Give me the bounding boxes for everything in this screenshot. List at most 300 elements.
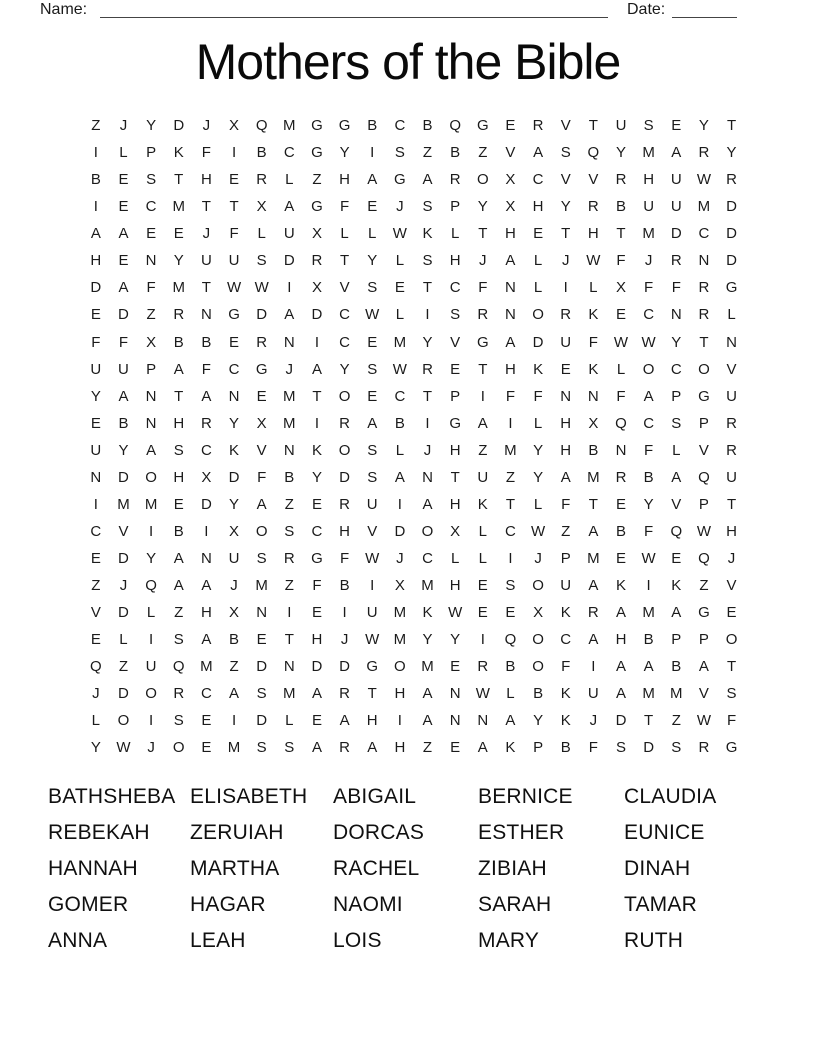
grid-letter: X bbox=[505, 198, 516, 216]
grid-letter: K bbox=[477, 495, 488, 513]
grid-letter: F bbox=[561, 495, 571, 513]
grid-letter: I bbox=[370, 144, 375, 162]
grid-letter: T bbox=[478, 225, 488, 243]
grid-letter: E bbox=[367, 198, 378, 216]
word-item: MARTHA bbox=[190, 857, 280, 880]
grid-letter: Y bbox=[118, 441, 129, 459]
grid-letter: A bbox=[201, 631, 212, 649]
grid-letter: D bbox=[283, 252, 295, 270]
grid-letter: K bbox=[422, 604, 433, 622]
grid-letter: K bbox=[533, 360, 544, 378]
grid-letter: C bbox=[283, 144, 295, 162]
grid-letter: M bbox=[697, 198, 711, 216]
grid-letter: C bbox=[670, 360, 682, 378]
grid-letter: M bbox=[642, 604, 655, 622]
grid-letter: F bbox=[616, 252, 626, 270]
grid-letter: Y bbox=[615, 144, 626, 162]
grid-letter: D bbox=[339, 658, 350, 676]
grid-letter: Y bbox=[671, 333, 682, 351]
grid-letter: K bbox=[173, 144, 184, 162]
grid-letter: U bbox=[726, 468, 737, 486]
word-item: DORCAS bbox=[333, 821, 425, 844]
grid-letter: Y bbox=[229, 414, 240, 432]
grid-letter: E bbox=[146, 225, 157, 243]
grid-letter: O bbox=[338, 441, 351, 459]
grid-letter: E bbox=[173, 225, 184, 243]
grid-letter: C bbox=[643, 306, 655, 324]
grid-letter: G bbox=[476, 333, 489, 351]
grid-letter: A bbox=[146, 441, 157, 459]
grid-letter: D bbox=[256, 306, 268, 324]
grid-letter: N bbox=[505, 279, 516, 297]
grid-letter: F bbox=[91, 333, 101, 351]
word-item: NAOMI bbox=[333, 893, 403, 916]
grid-letter: B bbox=[643, 631, 654, 649]
grid-letter: N bbox=[200, 306, 212, 324]
grid-letter: S bbox=[367, 279, 378, 297]
grid-letter: R bbox=[726, 171, 737, 189]
word-item: LEAH bbox=[190, 929, 246, 952]
grid-letter: D bbox=[228, 468, 240, 486]
grid-letter: R bbox=[726, 441, 737, 459]
grid-letter: K bbox=[560, 712, 571, 730]
grid-letter: Y bbox=[90, 739, 101, 757]
grid-letter: D bbox=[256, 658, 268, 676]
grid-letter: R bbox=[339, 685, 350, 703]
grid-letter: U bbox=[228, 252, 240, 270]
grid-letter: Z bbox=[505, 468, 516, 486]
grid-letter: P bbox=[560, 550, 571, 568]
grid-letter: I bbox=[231, 144, 237, 162]
grid-letter: B bbox=[201, 333, 212, 351]
grid-letter: X bbox=[146, 333, 157, 351]
grid-letter: L bbox=[119, 631, 128, 649]
grid-letter: N bbox=[698, 252, 710, 270]
grid-letter: A bbox=[201, 387, 212, 405]
grid-letter: I bbox=[314, 414, 320, 432]
grid-letter: G bbox=[725, 739, 738, 757]
grid-letter: P bbox=[450, 198, 461, 216]
grid-letter: R bbox=[311, 252, 323, 270]
grid-letter: X bbox=[311, 225, 322, 243]
grid-letter: E bbox=[229, 333, 240, 351]
grid-letter: G bbox=[449, 414, 461, 432]
grid-letter: Z bbox=[699, 577, 709, 595]
grid-letter: U bbox=[90, 441, 102, 459]
grid-letter: D bbox=[311, 658, 323, 676]
grid-letter: Q bbox=[698, 468, 710, 486]
grid-letter: G bbox=[338, 117, 351, 135]
grid-letter: F bbox=[644, 279, 654, 297]
word-list-column bbox=[190, 781, 333, 961]
grid-letter: N bbox=[670, 306, 682, 324]
grid-letter: O bbox=[117, 712, 130, 730]
grid-letter: B bbox=[173, 333, 184, 351]
grid-letter: K bbox=[560, 604, 571, 622]
grid-letter: M bbox=[144, 495, 158, 513]
grid-letter: N bbox=[615, 441, 627, 459]
grid-letter: W bbox=[696, 522, 711, 540]
grid-letter: L bbox=[395, 441, 405, 459]
grid-letter: X bbox=[311, 279, 322, 297]
word-list-column bbox=[333, 781, 478, 961]
grid-letter: T bbox=[726, 658, 737, 676]
grid-letter: G bbox=[476, 117, 489, 135]
grid-letter: R bbox=[256, 333, 268, 351]
grid-letter: W bbox=[392, 225, 407, 243]
grid-letter: S bbox=[726, 685, 737, 703]
grid-letter: W bbox=[365, 306, 380, 324]
grid-letter: T bbox=[726, 495, 737, 513]
grid-letter: Z bbox=[561, 522, 571, 540]
grid-letter: A bbox=[615, 604, 626, 622]
grid-letter: D bbox=[726, 252, 737, 270]
grid-letter: F bbox=[505, 387, 516, 405]
grid-letter: L bbox=[368, 225, 377, 243]
grid-letter: W bbox=[641, 550, 656, 568]
grid-letter: C bbox=[532, 171, 544, 189]
grid-letter: F bbox=[118, 333, 129, 351]
word-item: ZIBIAH bbox=[478, 857, 547, 880]
grid-letter: S bbox=[367, 360, 378, 378]
grid-letter: U bbox=[366, 604, 378, 622]
grid-letter: S bbox=[671, 414, 682, 432]
grid-letter: S bbox=[146, 171, 157, 189]
grid-letter: A bbox=[422, 495, 433, 513]
grid-letter: L bbox=[450, 550, 460, 568]
grid-letter: R bbox=[615, 171, 627, 189]
grid-letter: Z bbox=[312, 171, 322, 189]
grid-letter: U bbox=[615, 117, 627, 135]
grid-letter: H bbox=[449, 495, 461, 513]
grid-letter: P bbox=[698, 414, 709, 432]
grid-letter: Q bbox=[615, 414, 627, 432]
grid-letter: F bbox=[616, 387, 626, 405]
grid-letter: P bbox=[671, 387, 682, 405]
grid-letter: S bbox=[256, 550, 267, 568]
grid-letter: I bbox=[93, 198, 98, 216]
grid-letter: Y bbox=[533, 441, 544, 459]
grid-letter: L bbox=[533, 414, 543, 432]
grid-letter: V bbox=[698, 685, 709, 703]
grid-letter: C bbox=[449, 279, 461, 297]
grid-letter: Q bbox=[587, 144, 600, 162]
grid-letter: M bbox=[283, 117, 296, 135]
grid-letter: D bbox=[118, 550, 129, 568]
grid-letter: A bbox=[698, 658, 709, 676]
grid-letter: E bbox=[367, 333, 378, 351]
grid-letter: X bbox=[505, 171, 516, 189]
grid-letter: A bbox=[615, 685, 626, 703]
grid-letter: U bbox=[726, 387, 737, 405]
grid-letter: Y bbox=[450, 631, 461, 649]
grid-letter: T bbox=[422, 387, 433, 405]
grid-letter: E bbox=[560, 360, 571, 378]
grid-letter: A bbox=[118, 387, 129, 405]
grid-letter: O bbox=[145, 685, 157, 703]
grid-letter: B bbox=[533, 685, 544, 703]
grid-letter: G bbox=[698, 604, 710, 622]
grid-letter: D bbox=[118, 685, 129, 703]
grid-letter: D bbox=[643, 739, 655, 757]
grid-letter: D bbox=[670, 225, 682, 243]
grid-letter: M bbox=[587, 468, 600, 486]
grid-letter: H bbox=[394, 685, 406, 703]
grid-letter: G bbox=[698, 387, 710, 405]
grid-letter: I bbox=[93, 495, 98, 513]
grid-letter: E bbox=[533, 225, 544, 243]
grid-letter: A bbox=[588, 522, 599, 540]
word-item: BATHSHEBA bbox=[48, 785, 176, 808]
grid-letter: I bbox=[397, 495, 402, 513]
grid-letter: A bbox=[284, 306, 295, 324]
grid-letter: W bbox=[696, 171, 711, 189]
grid-letter: Q bbox=[449, 117, 461, 135]
grid-letter: Z bbox=[174, 604, 184, 622]
grid-letter: G bbox=[394, 171, 406, 189]
grid-letter: C bbox=[90, 522, 102, 540]
grid-letter: K bbox=[505, 739, 516, 757]
grid-letter: R bbox=[173, 306, 185, 324]
grid-letter: L bbox=[478, 522, 487, 540]
grid-letter: X bbox=[256, 198, 267, 216]
grid-letter: O bbox=[532, 306, 544, 324]
grid-letter: U bbox=[118, 360, 129, 378]
word-item: GOMER bbox=[48, 893, 129, 916]
word-item: BERNICE bbox=[478, 785, 573, 808]
grid-letter: S bbox=[367, 468, 378, 486]
grid-letter: J bbox=[340, 631, 349, 649]
grid-letter: H bbox=[366, 712, 378, 730]
grid-letter: J bbox=[534, 550, 542, 568]
grid-letter: C bbox=[339, 306, 350, 324]
grid-letter: N bbox=[422, 468, 433, 486]
grid-letter: L bbox=[506, 685, 515, 703]
grid-letter: L bbox=[340, 225, 349, 243]
grid-letter: E bbox=[615, 306, 626, 324]
grid-letter: L bbox=[285, 171, 294, 189]
grid-letter: Z bbox=[478, 441, 488, 459]
grid-letter: R bbox=[477, 306, 489, 324]
grid-letter: R bbox=[449, 171, 461, 189]
grid-letter: N bbox=[726, 333, 737, 351]
grid-letter: V bbox=[339, 279, 350, 297]
grid-letter: E bbox=[118, 252, 129, 270]
grid-letter: J bbox=[202, 225, 211, 243]
grid-letter: E bbox=[201, 712, 212, 730]
grid-letter: F bbox=[340, 198, 350, 216]
grid-letter: Y bbox=[90, 387, 101, 405]
grid-letter: A bbox=[229, 685, 240, 703]
grid-letter: R bbox=[726, 414, 737, 432]
grid-letter: L bbox=[395, 252, 405, 270]
grid-letter: U bbox=[587, 685, 599, 703]
grid-letter: W bbox=[365, 550, 380, 568]
grid-letter: Y bbox=[477, 198, 488, 216]
grid-letter: L bbox=[450, 225, 460, 243]
grid-letter: I bbox=[397, 712, 402, 730]
word-item: EUNICE bbox=[624, 821, 705, 844]
grid-letter: J bbox=[644, 252, 653, 270]
word-item: HANNAH bbox=[48, 857, 138, 880]
grid-letter: I bbox=[563, 279, 568, 297]
grid-letter: Y bbox=[726, 144, 737, 162]
grid-letter: Y bbox=[339, 144, 350, 162]
grid-letter: I bbox=[370, 577, 375, 595]
grid-letter: Y bbox=[367, 252, 378, 270]
grid-letter: K bbox=[671, 577, 682, 595]
word-item: TAMAR bbox=[624, 893, 697, 916]
grid-letter: O bbox=[725, 631, 738, 649]
grid-letter: E bbox=[118, 171, 129, 189]
grid-letter: M bbox=[587, 550, 600, 568]
grid-letter: S bbox=[422, 198, 433, 216]
grid-letter: D bbox=[311, 306, 323, 324]
grid-letter: S bbox=[173, 712, 184, 730]
grid-letter: K bbox=[560, 685, 571, 703]
grid-letter: F bbox=[146, 279, 156, 297]
grid-letter: I bbox=[93, 144, 98, 162]
grid-letter: S bbox=[560, 144, 571, 162]
grid-letter: T bbox=[616, 225, 626, 243]
name-blank-line bbox=[100, 0, 608, 18]
grid-letter: I bbox=[204, 522, 209, 540]
grid-letter: E bbox=[394, 279, 405, 297]
grid-letter: F bbox=[201, 144, 211, 162]
grid-letter: A bbox=[505, 333, 516, 351]
grid-letter: K bbox=[311, 441, 322, 459]
grid-letter: H bbox=[173, 414, 185, 432]
grid-letter: A bbox=[643, 658, 654, 676]
grid-letter: M bbox=[642, 685, 655, 703]
grid-letter: E bbox=[201, 739, 212, 757]
grid-letter: N bbox=[145, 387, 157, 405]
grid-letter: J bbox=[202, 117, 211, 135]
grid-letter: I bbox=[591, 658, 596, 676]
grid-letter: W bbox=[475, 685, 490, 703]
grid-letter: I bbox=[231, 712, 237, 730]
grid-letter: Y bbox=[560, 198, 571, 216]
grid-letter: X bbox=[394, 577, 405, 595]
date-label: Date: bbox=[627, 1, 666, 18]
grid-letter: W bbox=[448, 604, 463, 622]
grid-letter: K bbox=[422, 225, 433, 243]
grid-letter: B bbox=[367, 117, 378, 135]
grid-letter: V bbox=[256, 441, 267, 459]
grid-letter: H bbox=[532, 198, 544, 216]
grid-letter: V bbox=[588, 171, 599, 189]
grid-letter: L bbox=[257, 225, 266, 243]
grid-letter: N bbox=[200, 550, 212, 568]
grid-letter: R bbox=[698, 306, 710, 324]
page-title: Mothers of the Bible bbox=[195, 34, 621, 90]
grid-letter: F bbox=[478, 279, 488, 297]
grid-letter: L bbox=[533, 495, 543, 513]
grid-letter: H bbox=[200, 604, 212, 622]
grid-letter: T bbox=[340, 252, 350, 270]
grid-letter: J bbox=[285, 360, 294, 378]
grid-letter: B bbox=[339, 577, 350, 595]
grid-letter: O bbox=[172, 739, 185, 757]
grid-letter: V bbox=[90, 604, 101, 622]
grid-letter: Z bbox=[146, 306, 156, 324]
grid-letter: H bbox=[449, 441, 461, 459]
grid-letter: D bbox=[118, 468, 129, 486]
grid-letter: H bbox=[339, 171, 350, 189]
grid-letter: E bbox=[367, 387, 378, 405]
grid-letter: A bbox=[615, 658, 626, 676]
grid-letter: Q bbox=[172, 658, 185, 676]
grid-letter: L bbox=[146, 604, 156, 622]
grid-letter: A bbox=[201, 577, 212, 595]
word-list-column bbox=[48, 781, 190, 961]
grid-letter: C bbox=[311, 522, 323, 540]
grid-letter: M bbox=[117, 495, 130, 513]
grid-letter: M bbox=[421, 577, 434, 595]
grid-letter: M bbox=[421, 658, 434, 676]
grid-letter: V bbox=[698, 441, 709, 459]
grid-letter: A bbox=[505, 712, 516, 730]
grid-letter: N bbox=[145, 252, 157, 270]
grid-letter: O bbox=[476, 171, 489, 189]
word-item: REBEKAH bbox=[48, 821, 150, 844]
grid-letter: R bbox=[698, 144, 710, 162]
grid-letter: A bbox=[588, 631, 599, 649]
grid-letter: B bbox=[560, 739, 571, 757]
grid-letter: R bbox=[339, 495, 350, 513]
grid-letter: N bbox=[560, 387, 572, 405]
grid-letter: U bbox=[670, 171, 682, 189]
grid-letter: D bbox=[726, 225, 737, 243]
grid-letter: A bbox=[284, 198, 295, 216]
grid-letter: S bbox=[284, 522, 295, 540]
grid-letter: R bbox=[339, 739, 350, 757]
grid-letter: H bbox=[505, 360, 516, 378]
grid-letter: U bbox=[90, 360, 102, 378]
grid-letter: D bbox=[256, 712, 268, 730]
grid-letter: N bbox=[587, 387, 599, 405]
grid-letter: E bbox=[311, 495, 322, 513]
grid-letter: M bbox=[670, 685, 683, 703]
grid-letter: Q bbox=[89, 658, 102, 676]
grid-letter: Y bbox=[311, 468, 322, 486]
grid-letter: X bbox=[201, 468, 212, 486]
grid-letter: R bbox=[532, 117, 544, 135]
grid-letter: R bbox=[587, 198, 599, 216]
grid-letter: A bbox=[643, 387, 654, 405]
grid-letter: S bbox=[367, 441, 378, 459]
grid-letter: C bbox=[145, 198, 157, 216]
grid-letter: I bbox=[425, 306, 430, 324]
grid-letter: V bbox=[450, 333, 461, 351]
grid-letter: F bbox=[257, 468, 267, 486]
grid-letter: W bbox=[530, 522, 546, 540]
grid-letter: O bbox=[698, 360, 710, 378]
grid-letter: J bbox=[119, 577, 128, 595]
grid-letter: T bbox=[174, 171, 184, 189]
grid-letter: C bbox=[505, 522, 516, 540]
grid-letter: N bbox=[283, 333, 295, 351]
grid-letter: E bbox=[505, 117, 516, 135]
grid-letter: T bbox=[201, 279, 211, 297]
grid-letter: I bbox=[508, 550, 513, 568]
grid-letter: N bbox=[283, 658, 295, 676]
grid-letter: T bbox=[312, 387, 322, 405]
grid-letter: R bbox=[670, 252, 682, 270]
grid-letter: V bbox=[560, 171, 571, 189]
grid-letter: N bbox=[90, 468, 102, 486]
grid-letter: S bbox=[394, 144, 405, 162]
